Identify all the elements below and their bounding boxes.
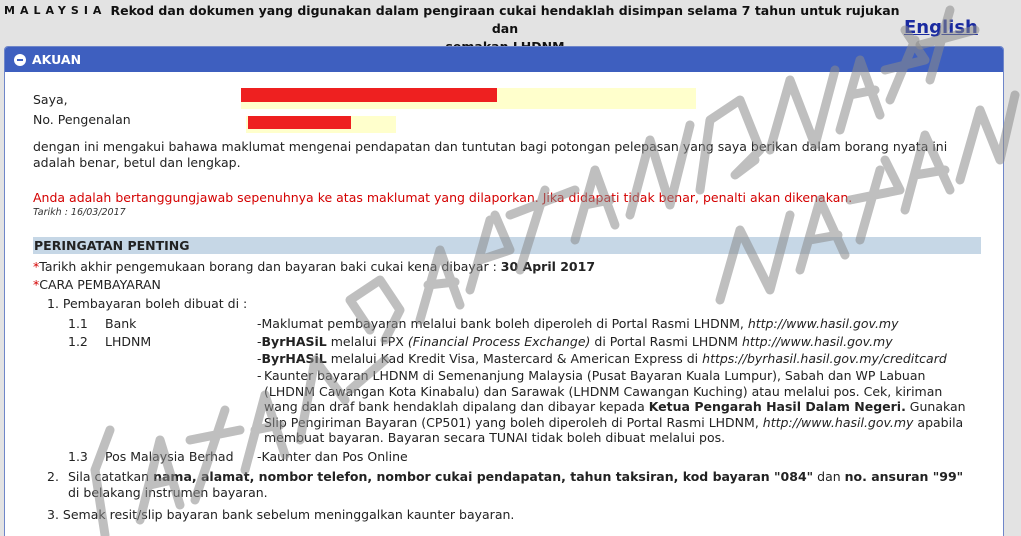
fpx-info: -ByrHASiL melalui FPX (Financial Process Exchange) di Portal Rasmi LHDNM http://www.hasil.gov.my (257, 334, 893, 349)
important-notice-heading: PERINGATAN PENTING (33, 237, 981, 254)
deadline-line: *Tarikh akhir pengemukaan borang dan bayaran baki cukai kena dibayar : 30 April 2017 (33, 259, 596, 274)
id-label: No. Pengenalan (33, 112, 131, 127)
deadline-date: 30 April 2017 (500, 259, 596, 274)
collapse-minus-icon[interactable] (14, 54, 26, 66)
name-redaction (241, 88, 497, 102)
panel-header (5, 47, 1003, 72)
pos-malaysia-label: Pos Malaysia Berhad (105, 449, 234, 464)
sub-item-number: 1.3 (68, 449, 88, 464)
bank-label: Bank (105, 316, 137, 331)
payment-item-3: 3. Semak resit/slip bayaran bank sebelum meninggalkan kaunter bayaran. (47, 507, 515, 522)
payment-item-2: Sila catatkan nama, alamat, nombor telefon, nombor cukai pendapatan, tahun taksiran, kod bayaran "084" dan no. ansuran "99" di belakang instrumen bayaran. (68, 469, 964, 500)
hasil-portal-link[interactable]: http://www.hasil.gov.my (741, 334, 893, 349)
english-language-link[interactable]: English (904, 17, 978, 38)
lhdnm-label: LHDNM (105, 334, 152, 349)
declaration-date: Tarikh : 16/03/2017 (33, 207, 126, 218)
liability-warning: Anda adalah bertanggungjawab sepenuhnya ke atas maklumat yang dilaporkan. Jika didapati tidak benar, penalti akan dikenakan. (33, 190, 853, 205)
retention-notice: Rekod dan dokumen yang digunakan dalam pengiraan cukai hendaklah disimpan selama 7 tahun untuk rujukan dan (110, 3, 900, 36)
payment-method-heading: *CARA PEMBAYARAN (33, 277, 161, 292)
id-redaction (248, 116, 351, 129)
payment-item-1: 1. Pembayaran boleh dibuat di : (47, 296, 248, 311)
lhdnm-logo-text: MALAYSIA (4, 4, 107, 17)
declaration-text: dengan ini mengakui bahawa maklumat mengenai pendapatan dan tuntutan bagi potongan pelepasan yang saya berikan dalam borang nyata ini adalah benar, betul dan lengkap. (33, 139, 948, 170)
creditcard-link[interactable]: https://byrhasil.hasil.gov.my/creditcard (702, 351, 947, 366)
declaration-panel (4, 46, 1004, 536)
payment-item-2-number: 2. (47, 469, 59, 484)
sub-item-number: 1.1 (68, 316, 88, 331)
counter-info: Kaunter bayaran LHDNM di Semenanjung Malaysia (Pusat Bayaran Kuala Lumpur), Sabah dan WP Labuan (LHDNM Cawangan Kota Kinabalu) dan Sarawak (LHDNM Cawangan Kuching) atau melalui pos. Cek, kiriman wang dan draf bank hendaklah dipalang dan dibayar kepada Ketua Pengarah Hasil Dalam Negeri. Gunakan Slip Pengiriman Bayaran (CP501) yang boleh diperoleh di Portal Rasmi LHDNM, http://www.hasil.gov.my apabila membuat bayaran. Bayaran secara TUNAI tidak boleh dibuat melalui pos. (264, 368, 966, 445)
sub-item-number: 1.2 (68, 334, 88, 349)
bank-info: -Maklumat pembayaran melalui bank boleh diperoleh di Portal Rasmi LHDNM, http://www.hasil.gov.my (257, 316, 899, 331)
dash-marker: - (257, 368, 262, 383)
hasil-portal-link[interactable]: http://www.hasil.gov.my (762, 414, 914, 430)
panel-title: AKUAN (32, 52, 82, 67)
saya-label: Saya, (33, 92, 68, 107)
hasil-portal-link[interactable]: http://www.hasil.gov.my (747, 316, 899, 331)
top-bar (0, 0, 1021, 42)
pos-malaysia-info: -Kaunter dan Pos Online (257, 449, 408, 464)
credit-card-info: -ByrHASiL melalui Kad Kredit Visa, Mastercard & American Express di https://byrhasil.hasil.gov.my/creditcard (257, 351, 947, 366)
